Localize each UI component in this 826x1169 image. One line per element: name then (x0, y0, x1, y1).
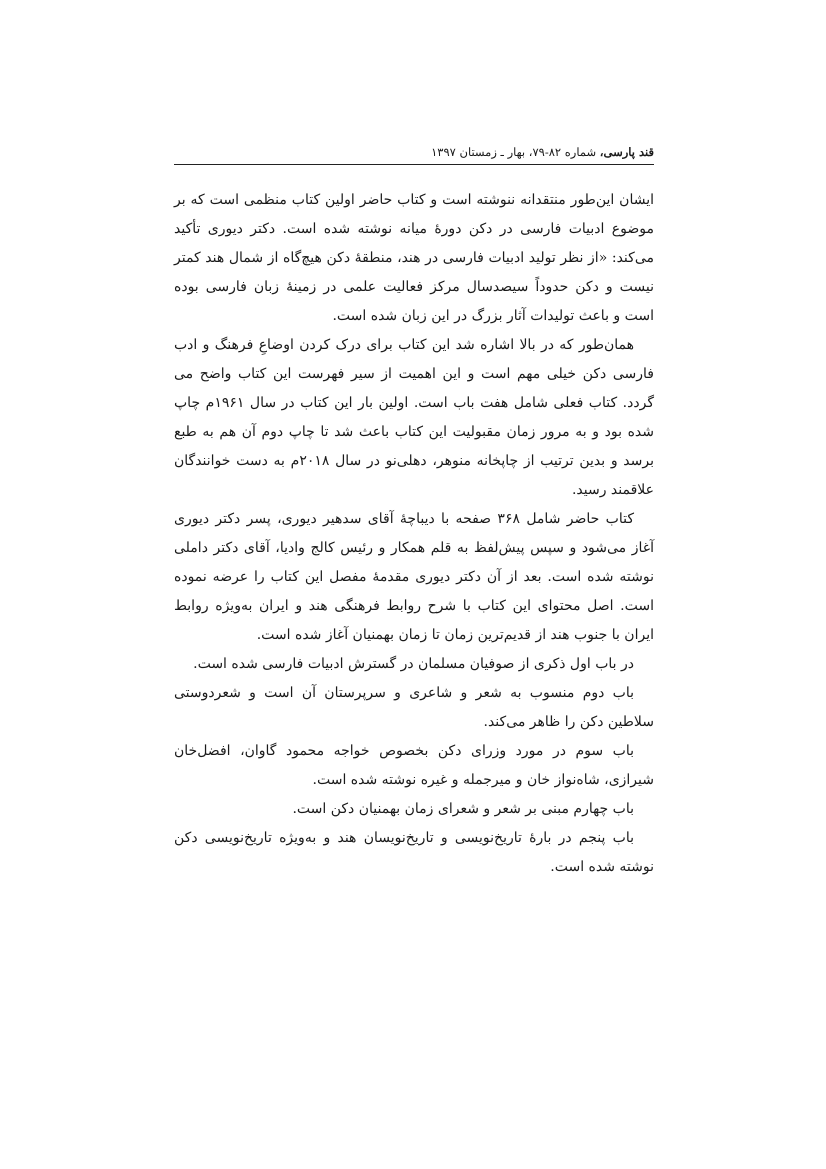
paragraph-1: ایشان این‌طور منتقدانه ننوشته است و کتاب حاضر اولین کتاب منظمی است که بر موضوع ادبیات فارسی در دکن دورهٔ میانه نوشته شده است. دکتر دیوری تأکید می‌کند: «از نظر تولید ادبیات فارسی در هند، منطقهٔ دکن هیچ‌گاه از شمال هند کمتر نیست و دکن حدوداً سیصدسال مرکز فعالیت علمی در زمینهٔ زبان فارسی بوده است و باعث تولیدات آثار بزرگ در این زبان شده است. (174, 192, 654, 324)
journal-title: قند پارسی، (599, 145, 654, 159)
paragraph-3: کتاب حاضر شامل ۳۶۸ صفحه با دیباچهٔ آقای سدهیر دیوری، پسر دکتر دیوری آغاز می‌شود و سپس پیش‌لفظ به قلم همکار و رئیس کالج وادیا، آقای دکتر داملی نوشته شده است. بعد از آن دکتر دیوری مقدمهٔ مفصل این کتاب را عرضه نموده است. اصل محتوای این کتاب با شرح روابط فرهنگی هند و ایران به‌ویژه روابط ایران با جنوب هند از قدیم‌ترین زمان تا زمان بهمنیان آغاز شده است. (174, 511, 654, 643)
issue-info: شماره ۸۲-۷۹، بهار ـ زمستان ۱۳۹۷ (431, 145, 600, 159)
article-body (174, 186, 654, 882)
paragraph-8: باب پنجم در بارهٔ تاریخ‌نویسی و تاریخ‌نویسان هند و به‌ویژه تاریخ‌نویسی دکن نوشته شده است. (174, 830, 654, 875)
paragraph-7: باب چهارم مبنی بر شعر و شعرای زمان بهمنیان دکن است. (292, 801, 634, 817)
paragraph-5: باب دوم منسوب به شعر و شاعری و سرپرستان آن است و شعردوستی سلاطین دکن را ظاهر می‌کند. (174, 685, 654, 730)
running-header (174, 140, 654, 165)
paragraph-4: در باب اول ذکری از صوفیان مسلمان در گسترش ادبیات فارسی شده است. (193, 656, 634, 672)
paragraph-6: باب سوم در مورد وزرای دکن بخصوص خواجه محمود گاوان، افضل‌خان شیرازی، شاه‌نواز خان و میرجمله و غیره نوشته شده است. (174, 743, 654, 788)
paragraph-2: همان‌طور که در بالا اشاره شد این کتاب برای درک کردن اوضاعِ فرهنگ و ادب فارسی دکن خیلی مهم است و این اهمیت از سیر فهرست این کتاب واضح می گردد. کتاب فعلی شامل هفت باب است. اولین بار این کتاب در سال ۱۹۶۱م چاپ شده بود و به مرور زمان مقبولیت این کتاب باعث شد تا چاپ دوم آن هم به طبع برسد و بدین ترتیب از چاپخانه منوهر، دهلی‌نو در سال ۲۰۱۸م به دست خوانندگان علاقمند رسید. (174, 337, 655, 498)
